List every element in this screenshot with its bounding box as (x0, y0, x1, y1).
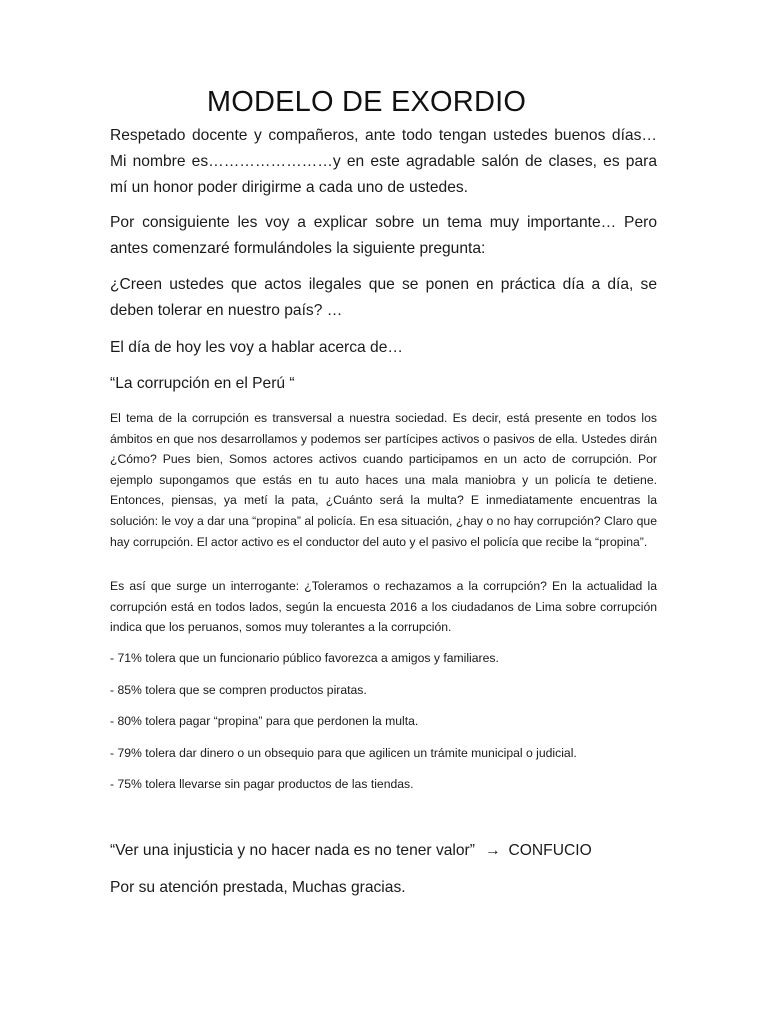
intro-paragraph-question (110, 272, 657, 324)
quote-line (110, 838, 592, 864)
paragraph-topic: Por consiguiente les voy a explicar sobre un tema muy importante… Pero antes comenzaré formulándoles la siguiente pregunta: (110, 214, 657, 257)
survey-bullet-item: - 71% tolera que un funcionario público favorezca a amigos y familiares. (110, 651, 499, 665)
paragraph-question: ¿Creen ustedes que actos ilegales que se ponen en práctica día a día, se deben tolerar en nuestro país? … (110, 276, 657, 319)
body-paragraph-survey: Es así que surge un interrogante: ¿Toleramos o rechazamos a la corrupción? En la actualidad la corrupción está en todos lados, según la encuesta 2016 a los ciudadanos de Lima sobre corrupción indica que los peruanos, somos muy tolerantes a la corrupción. (110, 579, 657, 635)
closing-line: Por su atención prestada, Muchas gracias. (110, 879, 406, 896)
topic-heading-block (110, 371, 657, 397)
paragraph-today: El día de hoy les voy a hablar acerca de… (110, 339, 403, 356)
survey-bullet-item: - 79% tolera dar dinero o un obsequio para que agilicen un trámite municipal o judicial. (110, 746, 577, 760)
survey-bullet-item: - 85% tolera que se compren productos piratas. (110, 683, 367, 697)
intro-paragraph-greeting (110, 123, 657, 201)
intro-paragraph-today (110, 335, 657, 361)
quote-author: CONFUCIO (508, 842, 592, 859)
survey-bullet-item: - 80% tolera pagar “propina” para que perdonen la multa. (110, 714, 419, 728)
arrow-right-icon: → (484, 842, 501, 859)
intro-paragraph-topic (110, 210, 657, 262)
survey-bullet-item: - 75% tolera llevarse sin pagar productos de las tiendas. (110, 777, 414, 791)
body-paragraph-explanation-block (110, 408, 657, 552)
quote-text: “Ver una injusticia y no hacer nada es no tener valor” (110, 842, 475, 859)
closing-block (110, 875, 657, 901)
body-paragraph-survey-block (110, 576, 657, 638)
paragraph-greeting: Respetado docente y compañeros, ante todo tengan ustedes buenos días… Mi nombre es……………………y en este agradable salón de clases, es para mí un honor poder dirigirme a cada uno de ustedes. (110, 127, 657, 196)
document-title: MODELO DE EXORDIO (206, 86, 527, 118)
body-paragraph-explanation: El tema de la corrupción es transversal a nuestra sociedad. Es decir, está presente en todos los ámbitos en que nos desarrollamos y podemos ser partícipes activos o pasivos de ella. Ustedes dirán ¿Cómo? Pues bien, Somos actores activos cuando participamos en un acto de corrupción. Por ejemplo supongamos que estás en tu auto haces una mala maniobra y un policía te detiene. Entonces, piensas, ya metí la pata, ¿Cuánto será la multa? E inmediatamente encuentras la solución: le voy a dar una “propina” al policía. En esa situación, ¿hay o no hay corrupción? Claro que hay corrupción. El actor activo es el conductor del auto y el pasivo el policía que recibe la “propina”. (110, 411, 657, 549)
topic-heading: “La corrupción en el Perú “ (110, 375, 295, 392)
